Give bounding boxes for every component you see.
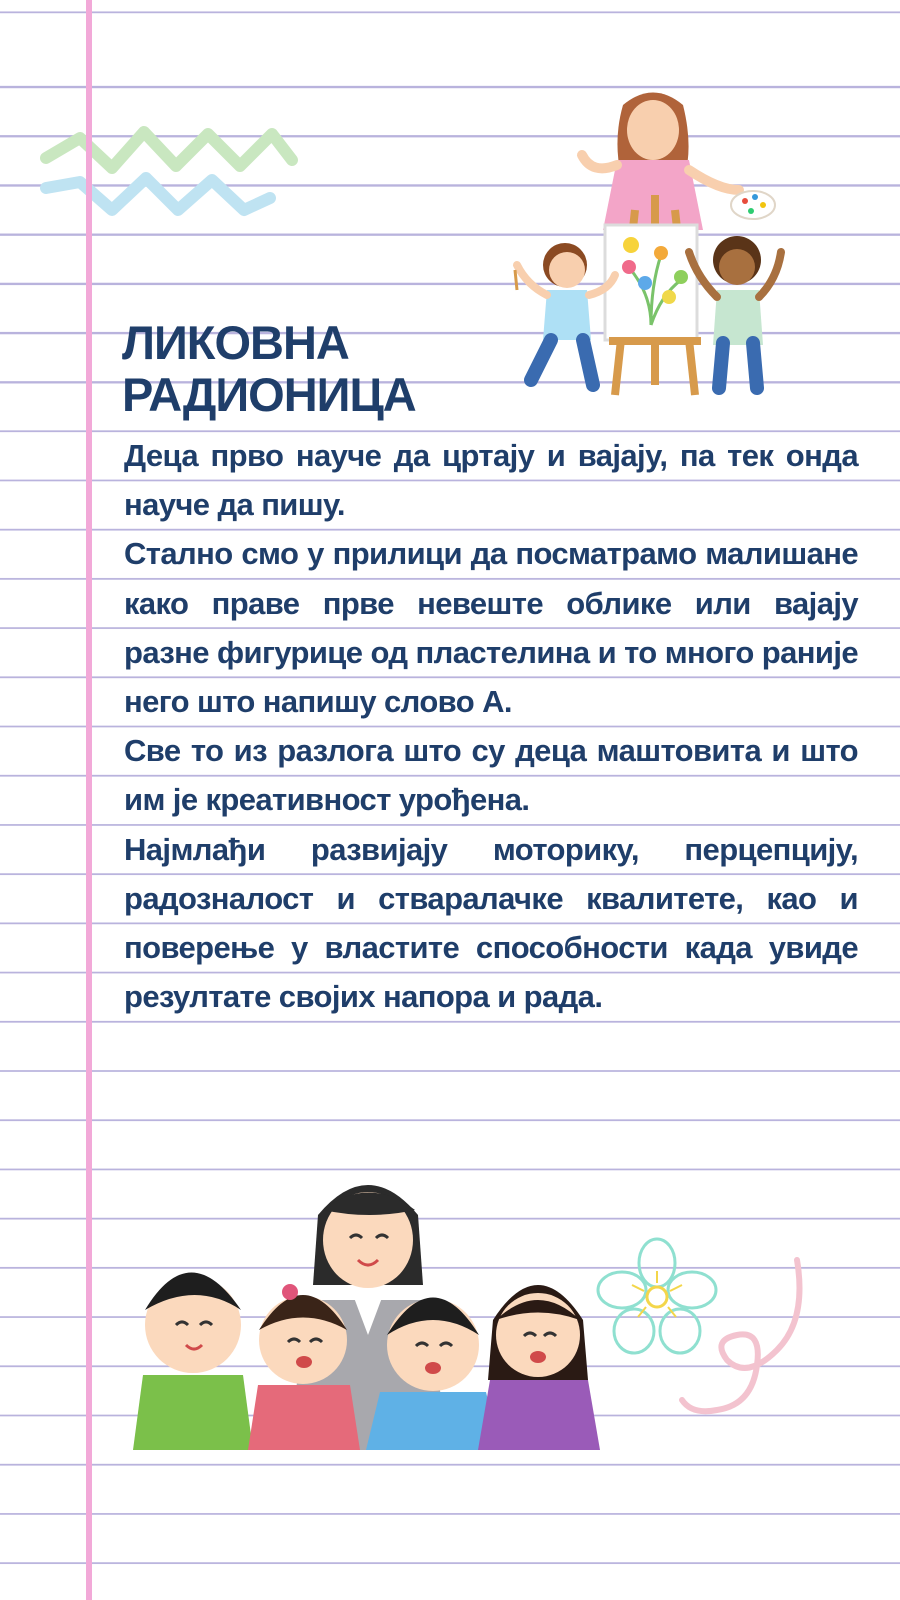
title-line-2: РАДИОНИЦА bbox=[122, 368, 416, 422]
girl-purple-shirt bbox=[478, 1285, 600, 1450]
teacher-with-four-children-illustration bbox=[118, 1170, 638, 1470]
boy-green-shirt bbox=[133, 1273, 253, 1451]
easel bbox=[605, 195, 701, 395]
boy-with-painted-hands bbox=[689, 236, 781, 388]
paragraph-1: Деца прво науче да цртају и вајају, па тек онда науче да пишу. bbox=[124, 438, 858, 523]
teacher-with-kids-painting-illustration bbox=[505, 85, 805, 415]
paragraph-4: Најмлађи развијају моторику, перцепцију, радозналост и стваралачке квалитете, као и поверење у властите способности када увиде резултате својих напора и рада. bbox=[124, 831, 858, 1015]
paragraph-3: Све то из разлога што су деца маштовита и што им је креативност урођена. bbox=[124, 733, 858, 818]
notebook-margin-line-overlay bbox=[86, 0, 92, 1600]
pink-squiggle-icon bbox=[672, 1250, 822, 1430]
girl-with-paintbrush bbox=[515, 243, 615, 385]
article-body bbox=[124, 431, 858, 1021]
title-line-1: ЛИКОВНА bbox=[122, 316, 349, 370]
teacher-figure bbox=[582, 93, 775, 231]
page-title bbox=[122, 317, 482, 421]
paragraph-2: Стално смо у прилици да посматрамо малишане како праве прве невеште облике или вајају разне фигурице од пластелина и то много раније него што напишу слово А. bbox=[124, 536, 858, 720]
zigzag-doodle-icon bbox=[40, 118, 300, 238]
